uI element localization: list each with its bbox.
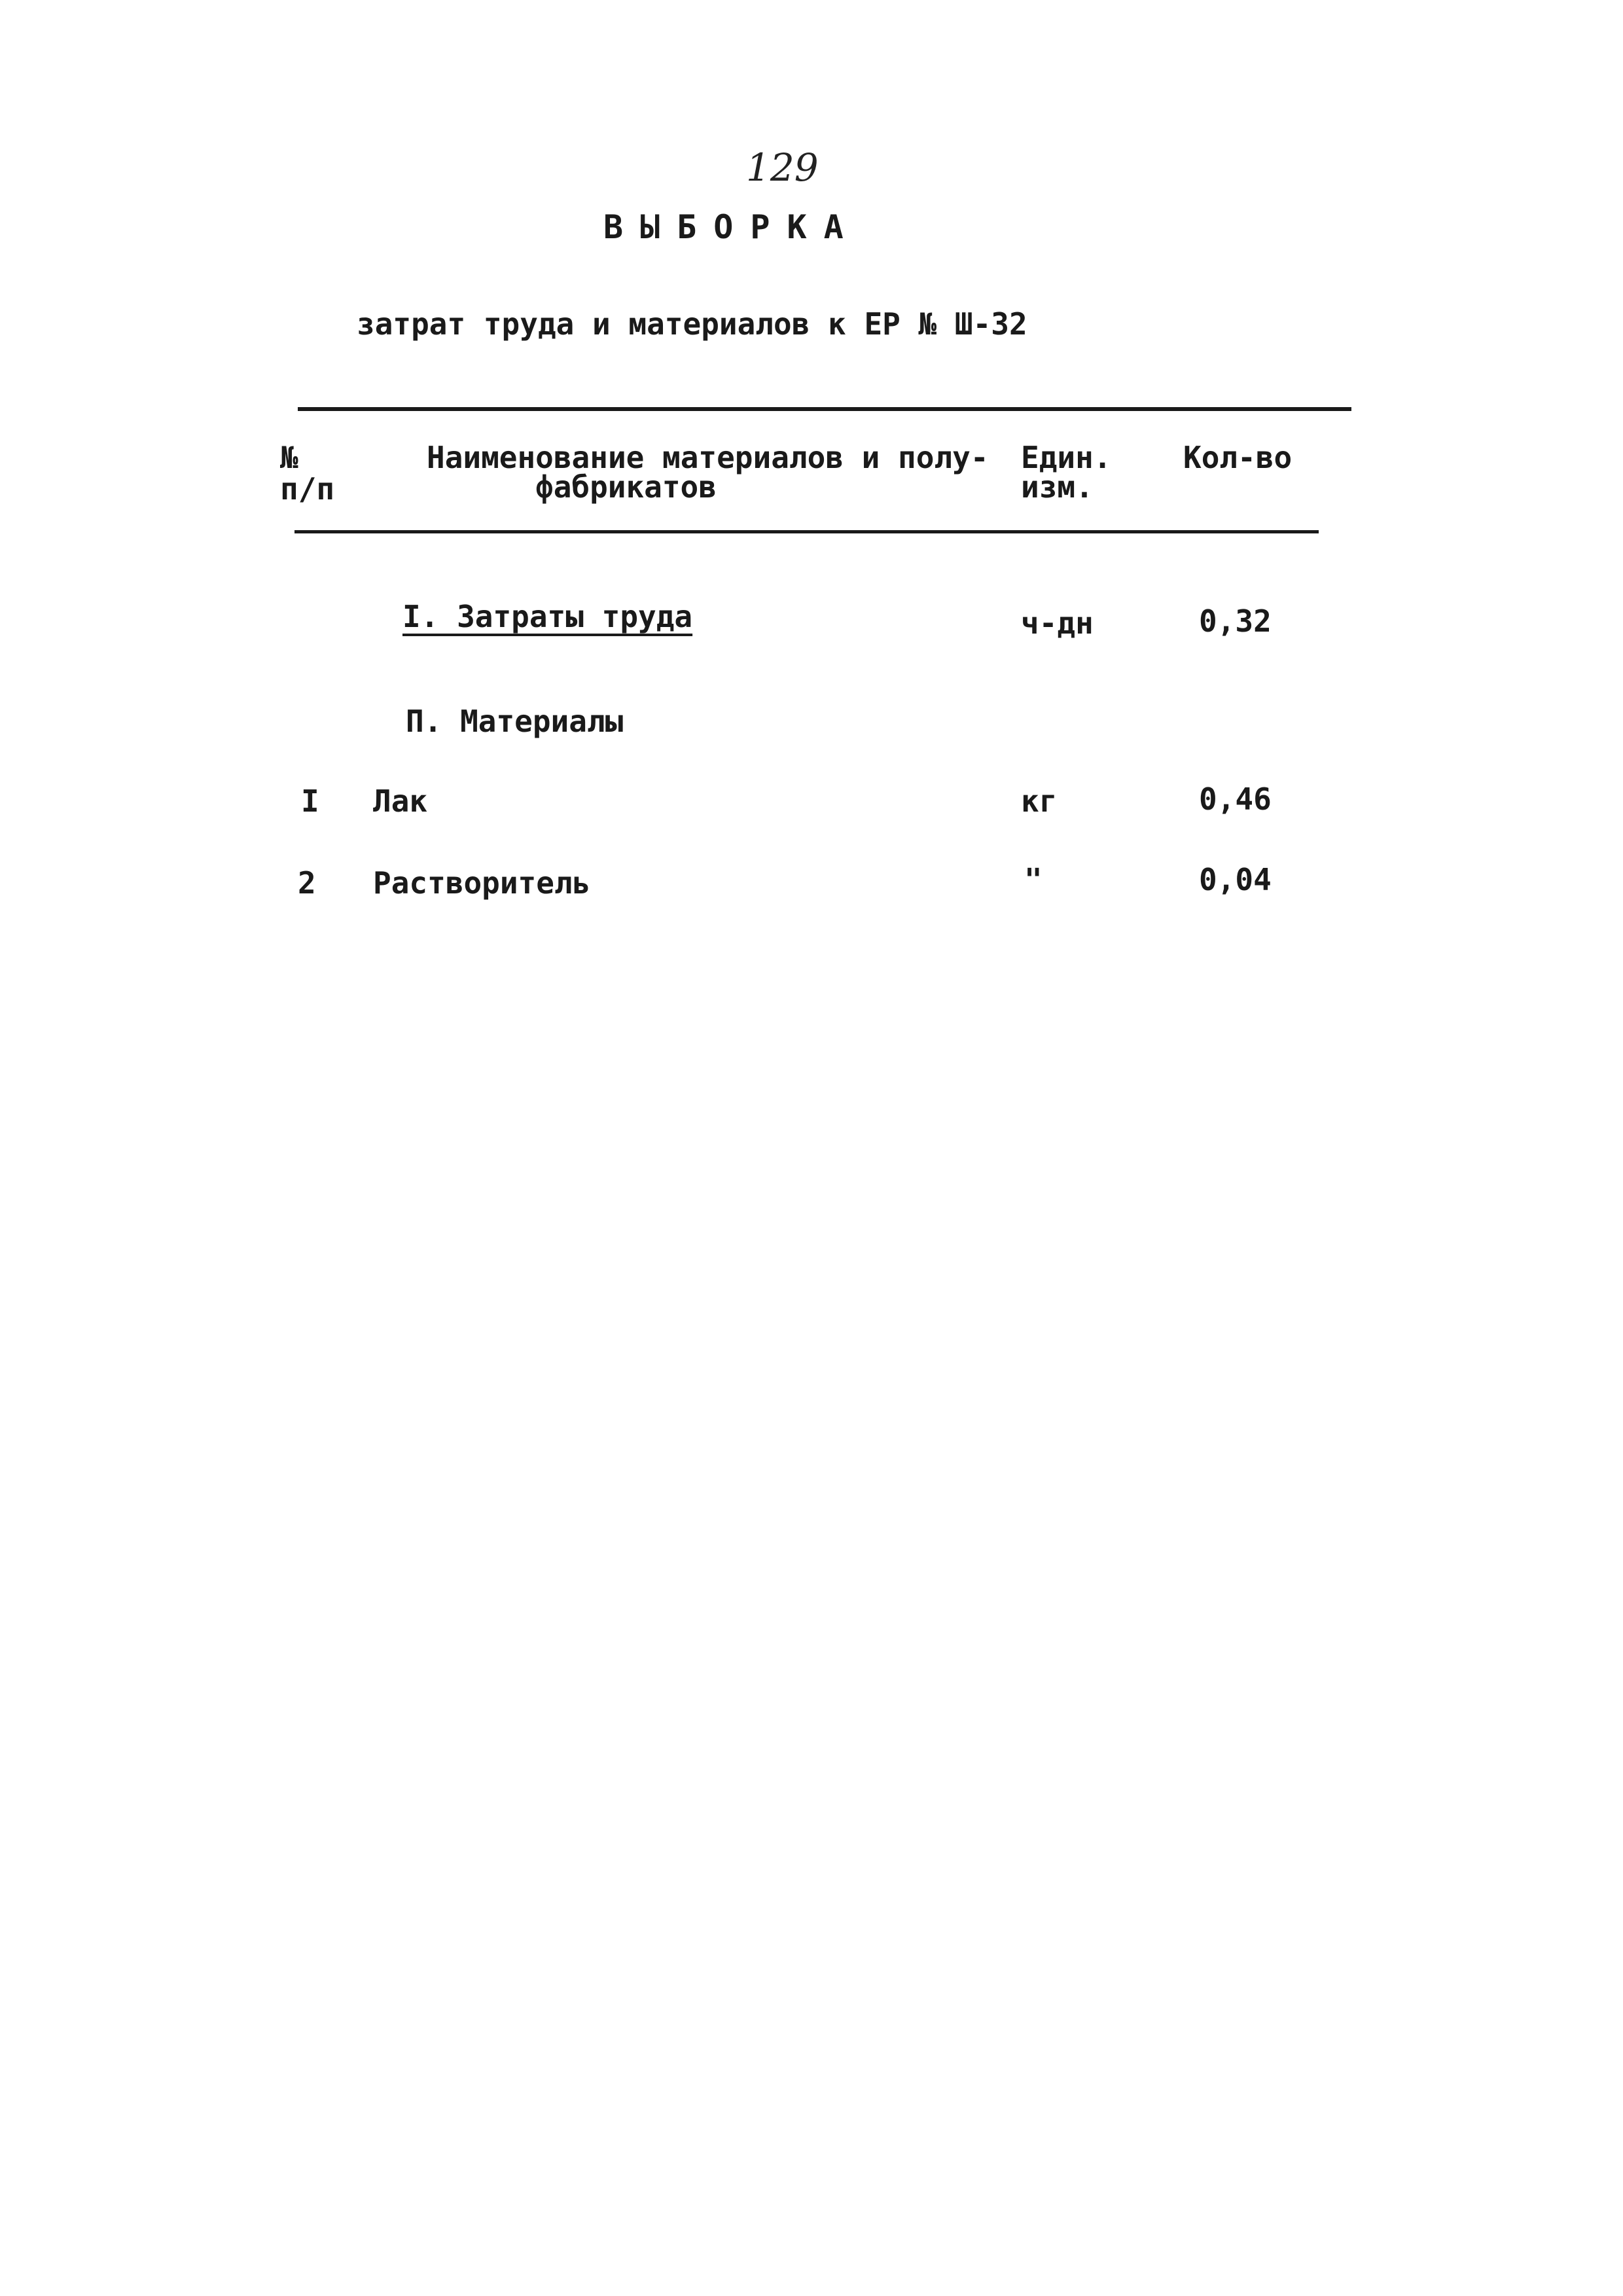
row-material-name: Растворитель bbox=[373, 865, 591, 901]
header-unit-line2: изм. bbox=[1021, 469, 1094, 505]
row-quantity: 0,46 bbox=[1199, 781, 1272, 817]
header-name-line2: фабрикатов bbox=[535, 469, 717, 505]
header-number bbox=[280, 442, 334, 505]
row-unit: " bbox=[1024, 862, 1043, 897]
document-subtitle: затрат труда и материалов к ЕР № Ш-32 bbox=[357, 306, 1027, 342]
row-material-name: Лак bbox=[373, 783, 428, 819]
header-unit-line1: Един. bbox=[1021, 440, 1112, 475]
table-header-rule bbox=[294, 530, 1319, 533]
materials-section-label: П. Материалы bbox=[406, 704, 624, 739]
labor-section-unit: ч-дн bbox=[1021, 605, 1094, 641]
header-number-line2: п/п bbox=[280, 471, 335, 507]
table-top-rule bbox=[298, 407, 1351, 411]
labor-section-label: I. Затраты труда bbox=[402, 599, 693, 634]
document-title: ВЫБОРКА bbox=[603, 208, 861, 246]
row-number: I bbox=[301, 783, 319, 819]
header-quantity: Кол-во bbox=[1183, 440, 1293, 475]
header-number-line1: № bbox=[280, 440, 298, 475]
row-quantity: 0,04 bbox=[1199, 862, 1272, 897]
row-number: 2 bbox=[298, 865, 316, 901]
page-number: 129 bbox=[746, 145, 819, 190]
row-unit: кг bbox=[1021, 783, 1058, 819]
labor-section-quantity: 0,32 bbox=[1199, 603, 1272, 639]
header-name-line1: Наименование материалов и полу- bbox=[427, 440, 989, 475]
